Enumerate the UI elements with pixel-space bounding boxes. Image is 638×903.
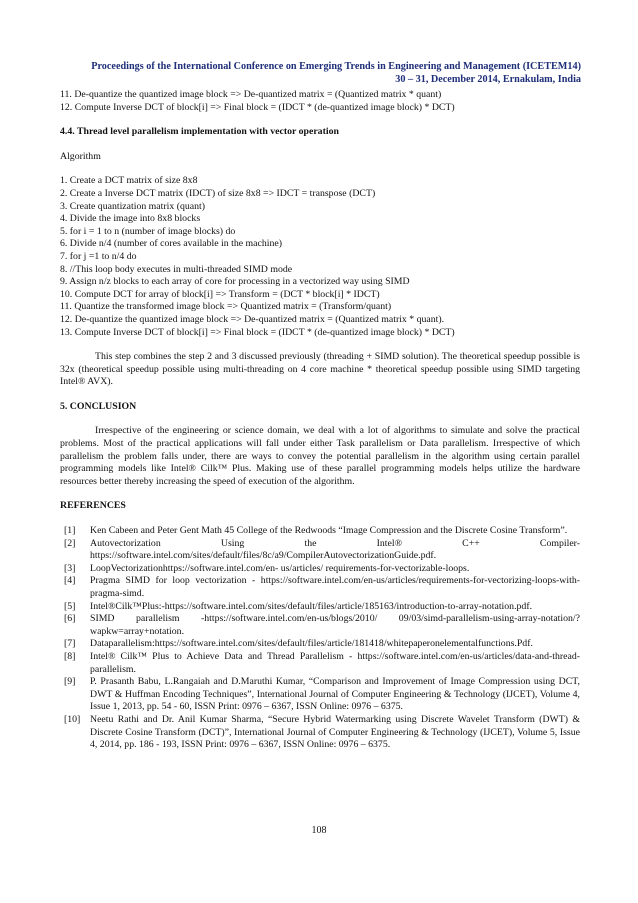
page-body	[60, 89, 580, 752]
reference-text: Pragma SIMD for loop vectorization - https://software.intel.com/en-us/articles/requirements-for-vectorizing-loops-with-pragma-simd.	[90, 575, 580, 599]
step-line: 11. De-quantize the quantized image block => De-quantized matrix = (Quantized matrix * quant)	[60, 89, 442, 100]
reference-item	[60, 601, 580, 614]
algorithm-step: 5. for i = 1 to n (number of image blocks) do	[60, 225, 236, 237]
section-heading-4-4: 4.4. Thread level parallelism implementation with vector operation	[60, 126, 339, 138]
reference-item	[60, 563, 580, 576]
reference-text: Neetu Rathi and Dr. Anil Kumar Sharma, “Secure Hybrid Watermarking using Discrete Wavelet Transform (DWT) & Discrete Cosine Transform (DCT)”, International Journal of Computer Engineering & Technology (IJCET), Volume 5, Issue 4, 2014, pp. 186 - 193, ISSN Print: 0976 – 6367, ISSN Online: 0976 – 6375.	[90, 713, 580, 751]
reference-text: LoopVectorizationhttps://software.intel.com/en- us/articles/ requirements-for-vectorizable-loops.	[90, 562, 470, 574]
header-dates: 30 – 31, December 2014, Ernakulam, India	[395, 74, 581, 85]
reference-item	[60, 676, 580, 714]
reference-item	[60, 538, 580, 563]
algorithm-step: 1. Create a DCT matrix of size 8x8	[60, 175, 198, 187]
header-title: Proceedings of the International Conference on Emerging Trends in Engineering and Management (ICETEM14)	[91, 61, 581, 72]
reference-item	[60, 575, 580, 600]
reference-list	[60, 525, 580, 752]
reference-number: [2]	[64, 537, 76, 549]
reference-text: Autovectorization Using the Intel® C++ Compiler- https://software.intel.com/sites/default/files/8c/a9/CompilerAutovectorizationGuide.pdf.	[90, 537, 580, 562]
algorithm-step: 9. Assign n/z blocks to each array of core for processing in a vectorized way using SIMD	[60, 276, 410, 288]
reference-number: [8]	[64, 650, 76, 662]
algorithm-step: 12. De-quantize the quantized image block => De-quantized matrix = (Quantized matrix * quant).	[60, 313, 445, 325]
reference-number: [7]	[64, 638, 76, 650]
reference-item	[60, 714, 580, 752]
step-line: 12. Compute Inverse DCT of block[i] => Final block = (IDCT * (de-quantized image block) * DCT)	[60, 101, 455, 113]
algorithm-step: 3. Create quantization matrix (quant)	[60, 200, 205, 212]
reference-text: Dataparallelism:https://software.intel.com/sites/default/files/article/181418/whitepaperonelementalfunctions.Pdf.	[90, 638, 533, 650]
reference-number: [3]	[64, 562, 76, 574]
algorithm-step: 7. for j =1 to n/4 do	[60, 250, 137, 262]
algorithm-label: Algorithm	[60, 150, 101, 162]
reference-number: [9]	[64, 676, 76, 688]
speedup-paragraph: This step combines the step 2 and 3 discussed previously (threading + SIMD solution). The theoretical speedup possible is 32x (theoretical speedup possible using multi-threading on 4 core machine * theoretical speedup possible using SIMD targeting Intel® AVX).	[60, 351, 580, 388]
reference-item	[60, 638, 580, 651]
reference-item	[60, 525, 580, 538]
proceedings-header	[21, 60, 581, 86]
reference-number: [4]	[64, 575, 76, 587]
continued-steps	[60, 89, 580, 114]
algorithm-step: 2. Create a Inverse DCT matrix (IDCT) of size 8x8 => IDCT = transpose (DCT)	[60, 187, 376, 199]
reference-number: [6]	[64, 613, 76, 625]
reference-text: Intel®Cilk™Plus:-https://software.intel.com/sites/default/files/article/185163/introduction-to-array-notation.pdf.	[90, 600, 533, 612]
conclusion-paragraph: Irrespective of the engineering or science domain, we deal with a lot of algorithms to simulate and solve the practical problems. Most of the practical applications will fall under either Task parallelism or Data parallelism. Irrespective of which parallelism the problem falls under, there are ways to convey the potential parallelism in the algorithm using certain parallel programming models like Intel® Cilk™ Plus. Making use of these parallel programming models helps utilize the hardware resources better thereby increasing the speed of execution of the algorithm.	[60, 425, 580, 487]
algorithm-step: 13. Compute Inverse DCT of block[i] => Final block = (IDCT * (de-quantized image block) * DCT)	[60, 326, 455, 338]
reference-text: SIMD parallelism -https://software.intel.com/en-us/blogs/2010/ 09/03/simd-parallelism-using-array-notation/?wapkw=array+notation.	[90, 613, 580, 637]
reference-number: [5]	[64, 600, 76, 612]
reference-number: [10]	[64, 713, 81, 725]
algorithm-step: 8. //This loop body executes in multi-threaded SIMD mode	[60, 263, 293, 275]
reference-item	[60, 651, 580, 676]
section-heading-references: REFERENCES	[60, 500, 126, 512]
algorithm-step: 4. Divide the image into 8x8 blocks	[60, 213, 201, 225]
reference-item	[60, 613, 580, 638]
algorithm-step: 11. Quantize the transformed image block => Quantized matrix = (Transform/quant)	[60, 301, 392, 313]
algorithm-step: 10. Compute DCT for array of block[i] => Transform = (DCT * block[i] * IDCT)	[60, 288, 380, 300]
algorithm-step: 6. Divide n/4 (number of cores available in the machine)	[60, 238, 282, 250]
reference-text: P. Prasanth Babu, L.Rangaiah and D.Maruthi Kumar, “Comparison and Improvement of Image Compression using DCT, DWT & Huffman Encoding Techniques”, International Journal of Computer Engineering & Technology (IJCET), Volume 4, Issue 1, 2013, pp. 54 - 60, ISSN Print: 0976 – 6367, ISSN Online: 0976 – 6375.	[90, 676, 580, 713]
page-number: 108	[311, 825, 327, 836]
reference-text: Ken Cabeen and Peter Gent Math 45 College of the Redwoods “Image Compression and the Discrete Cosine Transform”.	[90, 525, 568, 537]
reference-text: Intel® Cilk™ Plus to Achieve Data and Thread Parallelism - https://software.intel.com/en-us/articles/data-and-thread-parallelism.	[90, 650, 580, 675]
algorithm-steps	[60, 175, 580, 339]
section-heading-conclusion: 5. CONCLUSION	[60, 400, 137, 412]
reference-number: [1]	[64, 525, 76, 537]
